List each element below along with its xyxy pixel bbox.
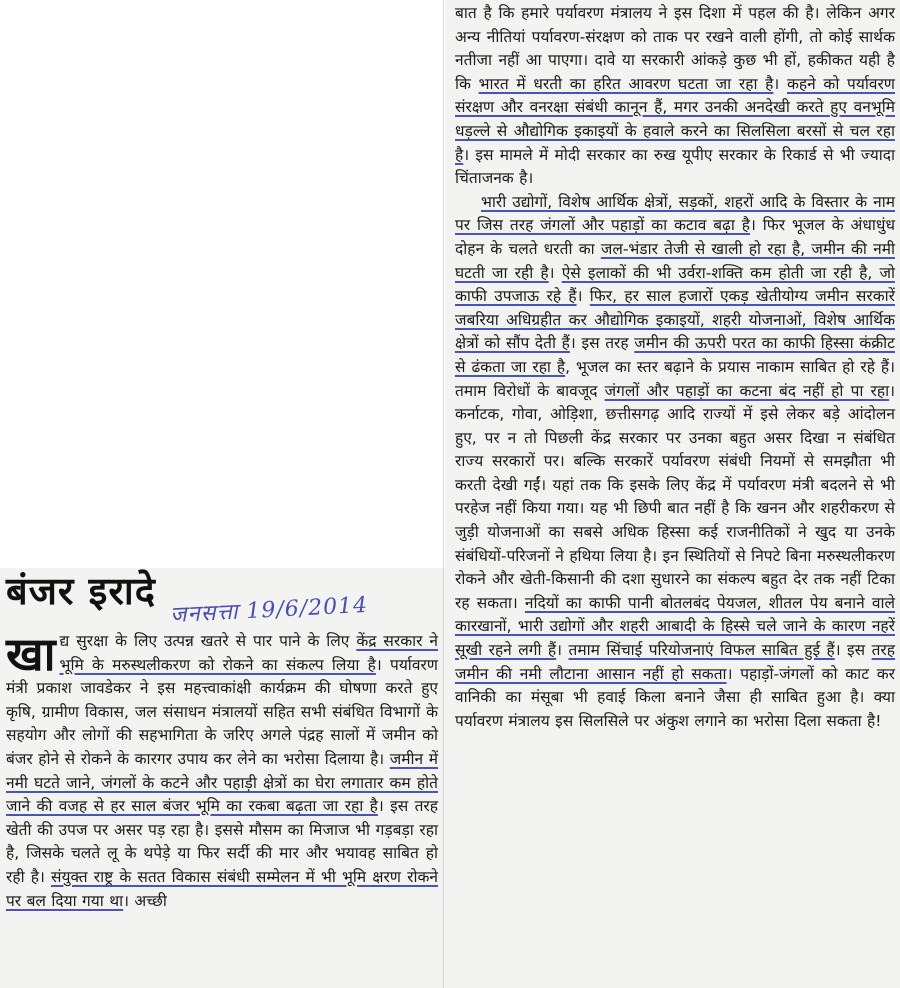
dropcap: खा xyxy=(6,627,56,681)
text-run: । इस xyxy=(834,641,872,660)
underlined-text: कहने को पर्यावरण संरक्षण और वनरक्षा संबंधी कानून हैं, मगर उनकी अनदेखी करते हुए वनभूमि धड़ल्ले से औद्योगिक इकाइयों के हवाले करने का सिलसिला बरसों से चल रहा है xyxy=(455,74,895,164)
text-run: । इस तरह खेती की उपज पर असर पड़ रहा है। इससे मौसम का मिजाज भी गड़बड़ा रहा है, जिसके चलते लू के थपेड़े या फिर सर्दी की मार और भयावह साबित हो रही है। xyxy=(6,797,438,886)
underlined-text: संयुक्त राष्ट्र के सतत विकास संबंधी सम्मेलन में भी भूमि क्षरण रोकने पर बल दिया गया था xyxy=(6,867,439,910)
underlined-text: तमाम सिंचाई परियोजनाएं विफल साबित हुई हैं xyxy=(568,641,835,660)
underlined-text: तरह जमीन की नमी लौटाना आसान नहीं हो सकता xyxy=(455,641,895,683)
text-run: , भूजल का स्तर बढ़ाने के प्रयास नाकाम साबित हो रहे हैं। तमाम विरोधों के बावजूद xyxy=(455,357,895,400)
handwritten-date: जनसत्ता 19/6/2014 xyxy=(169,592,369,629)
text-run: । पहाड़ों-जंगलों को काट कर वानिकी का मंसूबा भी हवाई किला बनाने जैसा ही साबित हुआ है। क्या पर्यावरण मंत्रालय इस सिलसिले पर अंकुश लगाने का भरोसा दिला सकता है! xyxy=(455,664,895,730)
left-column xyxy=(6,627,439,913)
blank-area xyxy=(0,0,445,568)
right-paragraph-2 xyxy=(455,191,895,734)
text-run: । फिर भूजल के अंधाधुंध दोहन के चलते धरती का xyxy=(455,216,896,258)
underlined-text: भारी उद्योगों, विशेष आर्थिक क्षेत्रों, सड़कों, शहरों आदि के विस्तार के नाम पर जिस तरह जंगलों और पहाड़ों का कटाव बढ़ा है xyxy=(455,192,895,235)
underlined-text: भारत में धरती का हरित आवरण घटता जा रहा है xyxy=(478,74,774,93)
underlined-text: जमीन की ऊपरी परत का काफी हिस्सा कंक्रीट से ढंकता जा रहा है xyxy=(455,334,895,376)
text-run: । इस मामले में मोदी सरकार का रुख यूपीए सरकार के रिकार्ड से भी ज्यादा चिंताजनक है। xyxy=(455,145,895,188)
left-paragraph xyxy=(6,627,439,913)
text-run: द्य सुरक्षा के लिए उत्पन्न खतरे से पार पाने के लिए xyxy=(59,632,357,650)
text-run: । xyxy=(773,74,787,93)
underlined-text: जंगलों और पहाड़ों का कटना बंद नहीं हो पा रहा xyxy=(604,381,890,400)
underlined-text: फिर, हर साल हजारों एकड़ खेतीयोग्य जमीन सरकारें जबरिया अधिग्रहीत कर औद्योगिक इकाइयों, शहरी योजनाओं, विशेष आर्थिक क्षेत्रों को सौंप देती हैं xyxy=(455,287,895,353)
underlined-text: ऐसे इलाकों की भी उर्वरा-शक्ति कम होती जा रही है, जो काफी उपजाऊ रहे हैं xyxy=(455,263,896,306)
underlined-text: नदियों का काफी पानी बोतलबंद पेयजल, शीतल पेय बनाने वाले कारखानों, भारी उद्योगों और शहरी आबादी के हिस्से चले जाने के कारण नहरें सूखी रहने लगी हैं xyxy=(455,593,896,660)
text-run: । अच्छी xyxy=(123,891,167,910)
underlined-text: जमीन में नमी घटते जाने, जंगलों के कटने और पहाड़ी क्षेत्रों का घेरा लगातार कम होते जाने की वजह से हर साल बंजर भूमि का रकबा बढ़ता जा रहा है xyxy=(6,749,438,816)
text-run: । इस तरह xyxy=(569,334,635,353)
text-run: । पर्यावरण मंत्री प्रकाश जावडेकर ने इस महत्त्वाकांक्षी कार्यक्रम की घोषणा करते हुए कृषि, ग्रामीण विकास, जल संसाधन मंत्रालयों सहित सभी संबंधित विभागों के सहयोग और लोगों की सहभागिता के जरिए अगले पंद्रह सालों में जमीन को बंजर होने से रोकने के कारगर उपाय कर लेने का भरोसा दिलाया है। xyxy=(6,655,438,768)
underlined-text: जल-भंडार तेजी से खाली हो रहा है, जमीन की नमी घटती जा रही है xyxy=(455,239,895,282)
left-paragraph-body xyxy=(6,627,439,910)
text-run: । xyxy=(548,263,562,282)
right-column xyxy=(455,2,895,733)
right-paragraph-1 xyxy=(455,2,895,191)
column-divider xyxy=(443,0,444,988)
text-run: । कर्नाटक, गोवा, ओड़िशा, छत्तीसगढ़ आदि राज्यों में इसे लेकर बड़े आंदोलन हुए, पर न तो पिछली केंद्र सरकार पर उनका बहुत असर दिखा न संबंधित राज्य सरकारों पर। बल्कि सरकारें पर्यावरण संबंधी नियमों से समझौता भी करती देखी गईं। यहां तक कि इसके लिए केंद्र में पर्यावरण मंत्री बदलने से भी परहेज नहीं किया गया। यह भी छिपी बात नहीं है कि खनन और शहरीकरण से जुड़ी योजनाओं का सबसे अधिक हिस्सा कई राजनीतिकों ने खुद या उनके संबंधियों-परिजनों ने हथिया लिया है। इन स्थितियों से निपटे बिना मरुस्थलीकरण रोकने और खेती-किसानी की दशा सुधारने का संकल्प बहुत देर तक नहीं टिका रह सकता। xyxy=(455,381,895,612)
text-run: बात है कि हमारे पर्यावरण मंत्रालय ने इस दिशा में पहल की है। लेकिन अगर अन्य नीतियां पर्यावरण-संरक्षण को ताक पर रखने वाली होंगी, तो कोई सार्थक नतीजा नहीं आ पाएगा। दावे या सरकारी आंकड़े कुछ भी हों, हकीकत यही है कि xyxy=(455,4,895,93)
underlined-text: केंद्र सरकार ने भूमि के मरुस्थलीकरण को रोकने का संकल्प लिया है xyxy=(59,632,438,674)
text-run: । xyxy=(556,641,569,660)
headline: बंजर इरादे xyxy=(6,569,156,613)
text-run: । xyxy=(576,287,590,306)
